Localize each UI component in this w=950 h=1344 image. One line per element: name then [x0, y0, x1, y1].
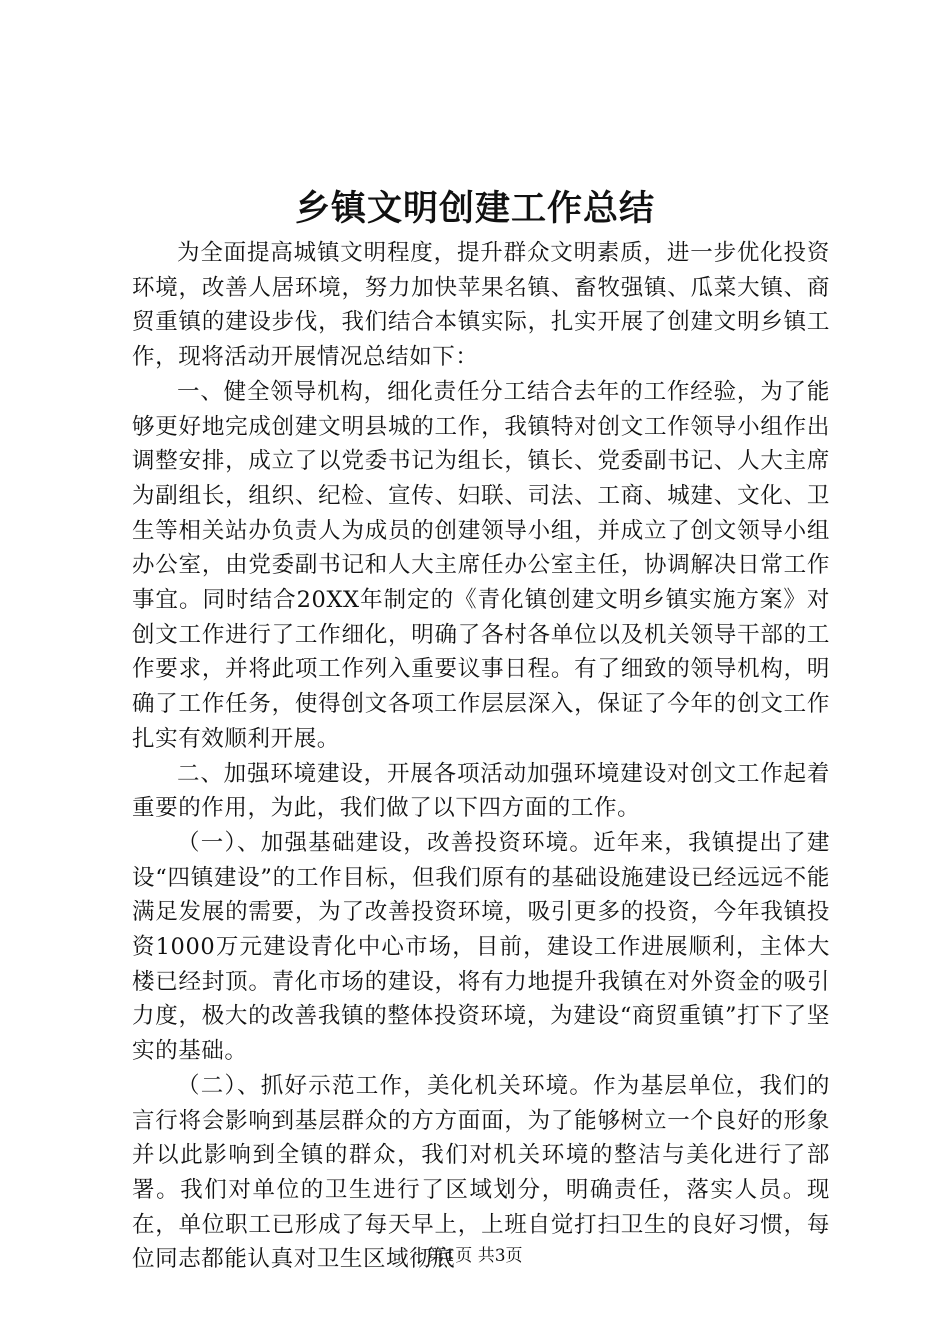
- paragraph-intro: 为全面提高城镇文明程度，提升群众文明素质，进一步优化投资环境，改善人居环境，努力加快苹果名镇、畜牧强镇、瓜菜大镇、商贸重镇的建设步伐，我们结合本镇实际，扎实开展了创建文明乡镇工作，现将活动开展情况总结如下：: [132, 240, 830, 371]
- document-body: [132, 236, 830, 1277]
- paragraph-subsection-1: （一）、加强基础建设，改善投资环境。近年来，我镇提出了建设“四镇建设”的工作目标，但我们原有的基础设施建设已经远远不能满足发展的需要，为了改善投资环境，吸引更多的投资，今年我镇投资1000万元建设青化中心市场，目前，建设工作进展顺利，主体大楼已经封顶。青化市场的建设，将有力地提升我镇在对外资金的吸引力度，极大的改善我镇的整体投资环境，为建设“商贸重镇”打下了坚实的基础。: [132, 829, 830, 1065]
- paragraph-section-1: 一、健全领导机构，细化责任分工结合去年的工作经验，为了能够更好地完成创建文明县城的工作，我镇特对创文工作领导小组作出调整安排，成立了以党委书记为组长，镇长、党委副书记、人大主席为副组长，组织、纪检、宣传、妇联、司法、工商、城建、文化、卫生等相关站办负责人为成员的创建领导小组，并成立了创文领导小组办公室，由党委副书记和人大主席任办公室主任，协调解决日常工作事宜。同时结合20XX年制定的《青化镇创建文明乡镇实施方案》对创文工作进行了工作细化，明确了各村各单位以及机关领导干部的工作要求，并将此项工作列入重要议事日程。有了细致的领导机构，明确了工作任务，使得创文各项工作层层深入，保证了今年的创文工作扎实有效顺利开展。: [132, 378, 830, 752]
- document-title: 乡镇文明创建工作总结: [294, 188, 655, 229]
- page-number-footer: 第1页 共3页: [427, 1246, 523, 1266]
- paragraph-section-2: 二、加强环境建设，开展各项活动加强环境建设对创文工作起着重要的作用，为此，我们做了以下四方面的工作。: [132, 760, 830, 822]
- paragraph-subsection-2: （二）、抓好示范工作，美化机关环境。作为基层单位，我们的言行将会影响到基层群众的方方面面，为了能够树立一个良好的形象并以此影响到全镇的群众，我们对机关环境的整洁与美化进行了部署。我们对单位的卫生进行了区域划分，明确责任，落实人员。现在，单位职工已形成了每天早上，上班自觉打扫卫生的良好习惯，每位同志都能认真对卫生区域彻底: [132, 1072, 830, 1273]
